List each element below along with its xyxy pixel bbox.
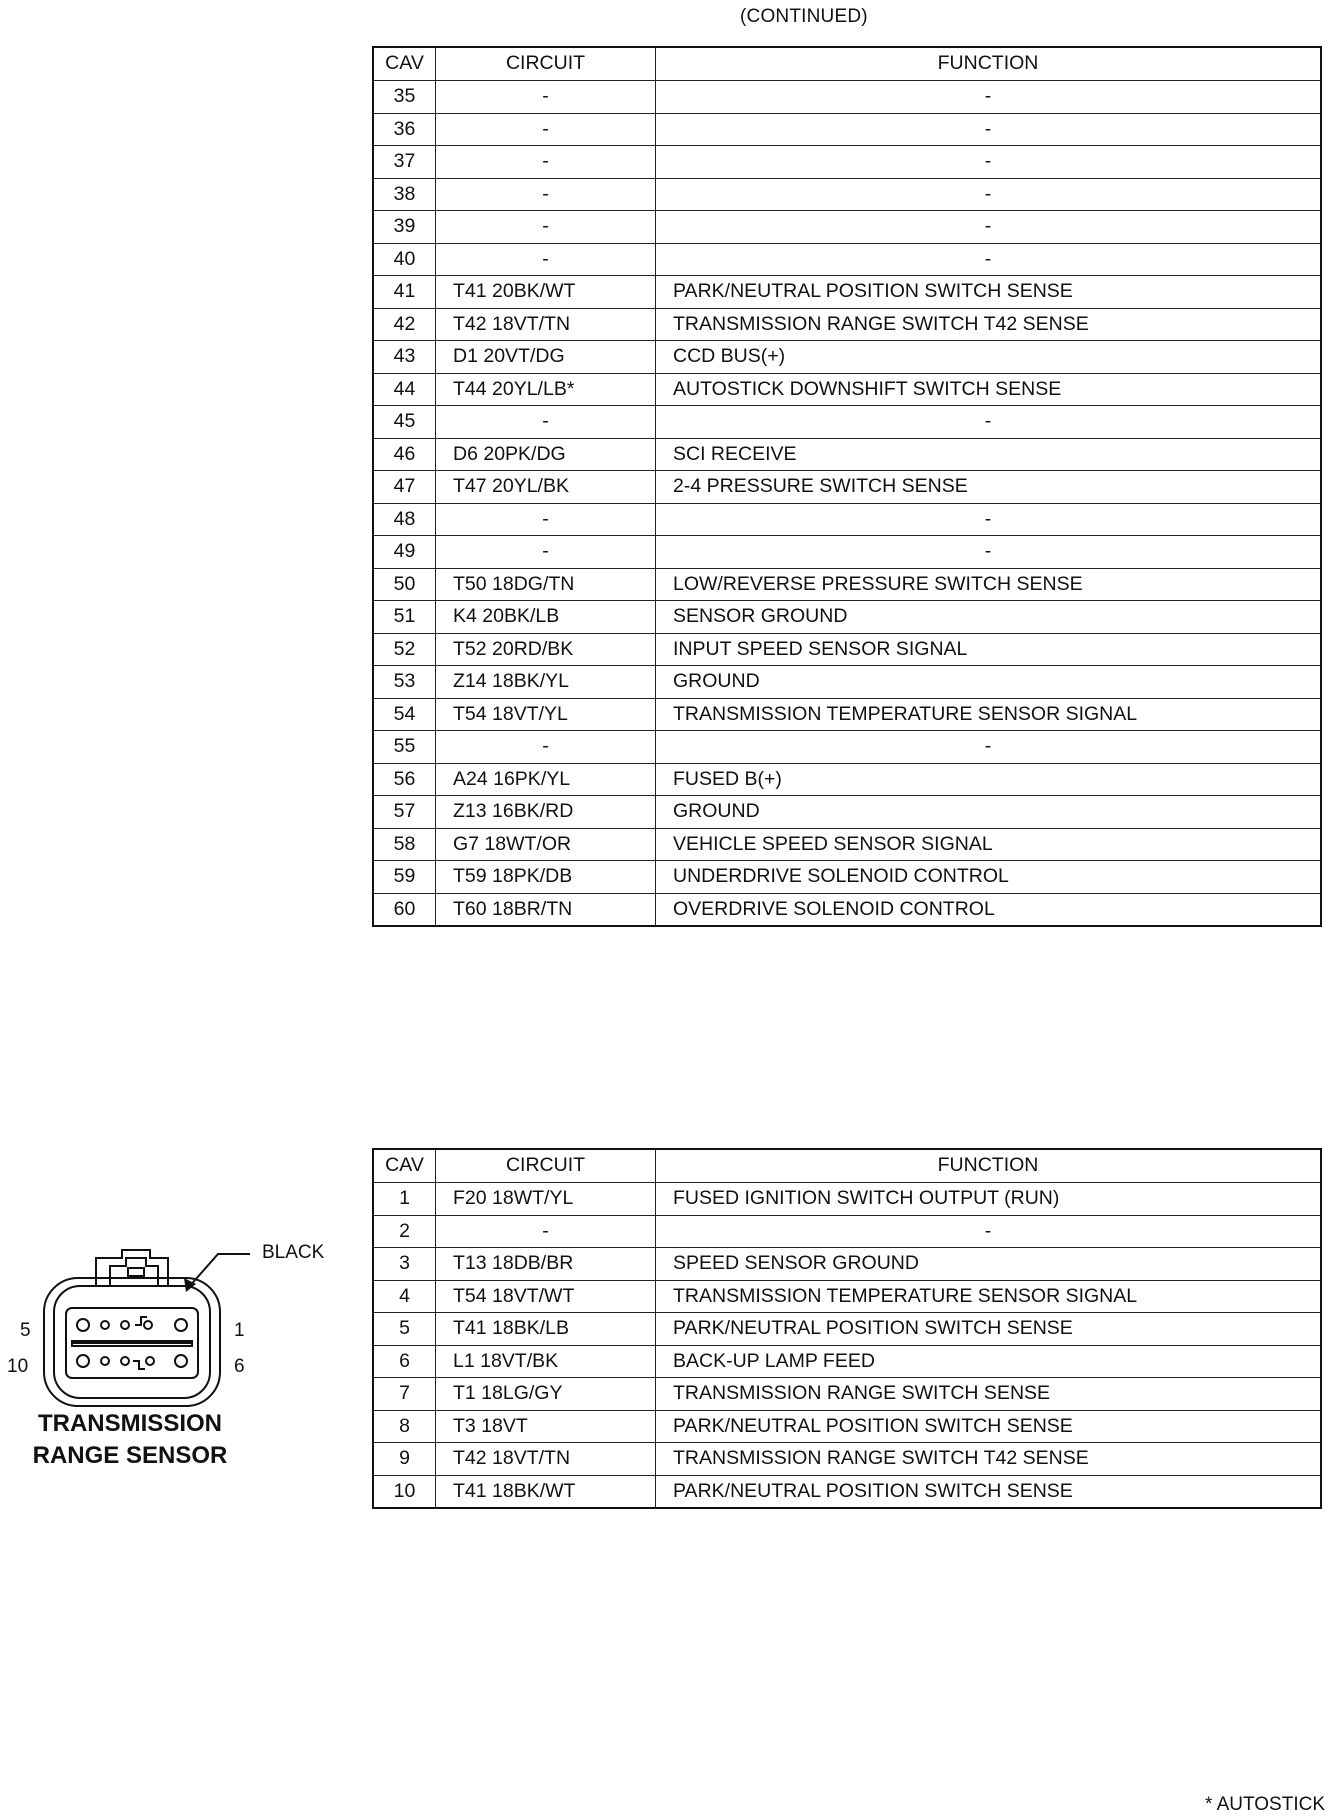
cav-cell: 40 [373, 243, 436, 276]
function-cell: 2-4 PRESSURE SWITCH SENSE [656, 471, 1322, 504]
table-row [373, 893, 1321, 926]
connector-title-line1: TRANSMISSION [37, 1410, 222, 1437]
table-row [373, 828, 1321, 861]
table-row [373, 1215, 1321, 1248]
table-row [373, 601, 1321, 634]
cav-cell: 1 [373, 1183, 436, 1216]
table-row [373, 276, 1321, 309]
cav-cell: 53 [373, 666, 436, 699]
cav-cell: 45 [373, 406, 436, 439]
table-row [373, 1443, 1321, 1476]
circuit-cell: D6 20PK/DG [436, 438, 656, 471]
cav-cell: 9 [373, 1443, 436, 1476]
function-cell: PARK/NEUTRAL POSITION SWITCH SENSE [656, 1410, 1322, 1443]
table-row [373, 1280, 1321, 1313]
circuit-cell: F20 18WT/YL [436, 1183, 656, 1216]
circuit-cell: T59 18PK/DB [436, 861, 656, 894]
pin-6 [175, 1355, 187, 1367]
table-row [373, 698, 1321, 731]
function-cell: - [656, 81, 1322, 114]
cav-cell: 6 [373, 1345, 436, 1378]
circuit-cell: Z13 16BK/RD [436, 796, 656, 829]
pin-5 [77, 1319, 89, 1331]
circuit-cell: Z14 18BK/YL [436, 666, 656, 699]
cav-cell: 52 [373, 633, 436, 666]
cav-cell: 57 [373, 796, 436, 829]
function-cell: - [656, 406, 1322, 439]
function-cell: TRANSMISSION RANGE SWITCH SENSE [656, 1378, 1322, 1411]
cav-cell: 54 [373, 698, 436, 731]
circuit-cell: T41 20BK/WT [436, 276, 656, 309]
cav-cell: 37 [373, 146, 436, 179]
cav-cell: 55 [373, 731, 436, 764]
color-leader-line [188, 1254, 250, 1288]
circuit-cell: T1 18LG/GY [436, 1378, 656, 1411]
function-cell: - [656, 211, 1322, 244]
function-cell: BACK-UP LAMP FEED [656, 1345, 1322, 1378]
table-row [373, 1345, 1321, 1378]
table-row [373, 1378, 1321, 1411]
table-row [373, 113, 1321, 146]
table-body [373, 1183, 1321, 1509]
function-cell: FUSED IGNITION SWITCH OUTPUT (RUN) [656, 1183, 1322, 1216]
function-cell: LOW/REVERSE PRESSURE SWITCH SENSE [656, 568, 1322, 601]
table-row [373, 1410, 1321, 1443]
cav-column-header: CAV [373, 1149, 436, 1183]
continued-label: (CONTINUED) [740, 6, 868, 27]
circuit-column-header: CIRCUIT [436, 47, 656, 81]
function-cell: - [656, 146, 1322, 179]
circuit-cell: - [436, 146, 656, 179]
table-header-row [373, 47, 1321, 81]
circuit-cell: K4 20BK/LB [436, 601, 656, 634]
cav-cell: 56 [373, 763, 436, 796]
cav-cell: 48 [373, 503, 436, 536]
function-cell: VEHICLE SPEED SENSOR SIGNAL [656, 828, 1322, 861]
function-cell: GROUND [656, 796, 1322, 829]
pin-1 [175, 1319, 187, 1331]
circuit-cell: - [436, 1215, 656, 1248]
pin-10-label: 10 [7, 1356, 29, 1377]
cav-cell: 10 [373, 1475, 436, 1508]
pin-9 [101, 1357, 109, 1365]
table-row [373, 666, 1321, 699]
table-row [373, 178, 1321, 211]
table-row [373, 308, 1321, 341]
function-cell: SENSOR GROUND [656, 601, 1322, 634]
function-cell: - [656, 536, 1322, 569]
function-cell: UNDERDRIVE SOLENOID CONTROL [656, 861, 1322, 894]
pin-8 [121, 1357, 129, 1365]
table-row [373, 731, 1321, 764]
cav-cell: 43 [373, 341, 436, 374]
function-cell: PARK/NEUTRAL POSITION SWITCH SENSE [656, 1313, 1322, 1346]
circuit-cell: - [436, 731, 656, 764]
function-cell: - [656, 503, 1322, 536]
function-cell: - [656, 113, 1322, 146]
table-row [373, 568, 1321, 601]
cav-cell: 41 [373, 276, 436, 309]
table-row [373, 81, 1321, 114]
table-row [373, 1183, 1321, 1216]
table-row [373, 861, 1321, 894]
circuit-cell: - [436, 503, 656, 536]
cav-cell: 4 [373, 1280, 436, 1313]
table-row [373, 341, 1321, 374]
circuit-cell: A24 16PK/YL [436, 763, 656, 796]
circuit-cell: L1 18VT/BK [436, 1345, 656, 1378]
pinout-table-range-sensor [372, 1148, 1322, 1509]
cav-cell: 46 [373, 438, 436, 471]
table-row [373, 373, 1321, 406]
circuit-cell: T13 18DB/BR [436, 1248, 656, 1281]
function-cell: SCI RECEIVE [656, 438, 1322, 471]
function-cell: PARK/NEUTRAL POSITION SWITCH SENSE [656, 276, 1322, 309]
circuit-cell: T52 20RD/BK [436, 633, 656, 666]
pin-1-label: 1 [234, 1320, 245, 1341]
function-column-header: FUNCTION [656, 47, 1322, 81]
table-row [373, 763, 1321, 796]
circuit-cell: - [436, 406, 656, 439]
table-row [373, 406, 1321, 439]
circuit-cell: T3 18VT [436, 1410, 656, 1443]
table-row [373, 471, 1321, 504]
cav-cell: 47 [373, 471, 436, 504]
cav-cell: 60 [373, 893, 436, 926]
circuit-cell: T44 20YL/LB* [436, 373, 656, 406]
table-row [373, 438, 1321, 471]
cav-cell: 2 [373, 1215, 436, 1248]
circuit-cell: - [436, 81, 656, 114]
connector-title [20, 1408, 240, 1472]
cav-cell: 39 [373, 211, 436, 244]
pin-2 [144, 1321, 152, 1329]
cav-cell: 58 [373, 828, 436, 861]
circuit-cell: - [436, 536, 656, 569]
function-cell: SPEED SENSOR GROUND [656, 1248, 1322, 1281]
table-row [373, 146, 1321, 179]
cav-cell: 5 [373, 1313, 436, 1346]
table-row [373, 1475, 1321, 1508]
cav-cell: 35 [373, 81, 436, 114]
cav-cell: 49 [373, 536, 436, 569]
cav-cell: 8 [373, 1410, 436, 1443]
pin-3 [121, 1321, 129, 1329]
footnote-autostick: * AUTOSTICK [1205, 1794, 1326, 1815]
circuit-cell: T50 18DG/TN [436, 568, 656, 601]
table-row [373, 633, 1321, 666]
connector-title-line2: RANGE SENSOR [32, 1442, 228, 1469]
function-cell: PARK/NEUTRAL POSITION SWITCH SENSE [656, 1475, 1322, 1508]
circuit-cell: T47 20YL/BK [436, 471, 656, 504]
circuit-cell: T42 18VT/TN [436, 308, 656, 341]
circuit-cell: T42 18VT/TN [436, 1443, 656, 1476]
circuit-cell: D1 20VT/DG [436, 341, 656, 374]
table-row [373, 503, 1321, 536]
function-cell: TRANSMISSION TEMPERATURE SENSOR SIGNAL [656, 698, 1322, 731]
table-row [373, 796, 1321, 829]
function-cell: TRANSMISSION TEMPERATURE SENSOR SIGNAL [656, 1280, 1322, 1313]
pin-6-label: 6 [234, 1356, 245, 1377]
connector-color-label: BLACK [262, 1242, 325, 1263]
function-cell: CCD BUS(+) [656, 341, 1322, 374]
circuit-cell: T41 18BK/LB [436, 1313, 656, 1346]
function-cell: FUSED B(+) [656, 763, 1322, 796]
function-cell: TRANSMISSION RANGE SWITCH T42 SENSE [656, 308, 1322, 341]
circuit-cell: G7 18WT/OR [436, 828, 656, 861]
cav-cell: 38 [373, 178, 436, 211]
function-cell: - [656, 243, 1322, 276]
circuit-column-header: CIRCUIT [436, 1149, 656, 1183]
circuit-cell: - [436, 113, 656, 146]
circuit-cell: T54 18VT/YL [436, 698, 656, 731]
pin-4 [101, 1321, 109, 1329]
function-cell: - [656, 731, 1322, 764]
cav-column-header: CAV [373, 47, 436, 81]
circuit-cell: T60 18BR/TN [436, 893, 656, 926]
pin-5-label: 5 [20, 1320, 31, 1341]
cav-cell: 44 [373, 373, 436, 406]
pin-10 [77, 1355, 89, 1367]
circuit-cell: T54 18VT/WT [436, 1280, 656, 1313]
circuit-cell: - [436, 211, 656, 244]
function-cell: - [656, 1215, 1322, 1248]
circuit-cell: T41 18BK/WT [436, 1475, 656, 1508]
function-column-header: FUNCTION [656, 1149, 1322, 1183]
pinout-table-continued [372, 46, 1322, 927]
function-cell: GROUND [656, 666, 1322, 699]
cav-cell: 51 [373, 601, 436, 634]
table-row [373, 243, 1321, 276]
function-cell: OVERDRIVE SOLENOID CONTROL [656, 893, 1322, 926]
circuit-cell: - [436, 178, 656, 211]
table-header-row [373, 1149, 1321, 1183]
cav-cell: 36 [373, 113, 436, 146]
function-cell: AUTOSTICK DOWNSHIFT SWITCH SENSE [656, 373, 1322, 406]
table-row [373, 1313, 1321, 1346]
table-row [373, 536, 1321, 569]
cav-cell: 59 [373, 861, 436, 894]
table-row [373, 211, 1321, 244]
pin-7 [146, 1357, 154, 1365]
cav-cell: 42 [373, 308, 436, 341]
function-cell: INPUT SPEED SENSOR SIGNAL [656, 633, 1322, 666]
circuit-cell: - [436, 243, 656, 276]
cav-cell: 3 [373, 1248, 436, 1281]
cav-cell: 50 [373, 568, 436, 601]
table-body [373, 81, 1321, 927]
function-cell: TRANSMISSION RANGE SWITCH T42 SENSE [656, 1443, 1322, 1476]
table-row [373, 1248, 1321, 1281]
function-cell: - [656, 178, 1322, 211]
cav-cell: 7 [373, 1378, 436, 1411]
